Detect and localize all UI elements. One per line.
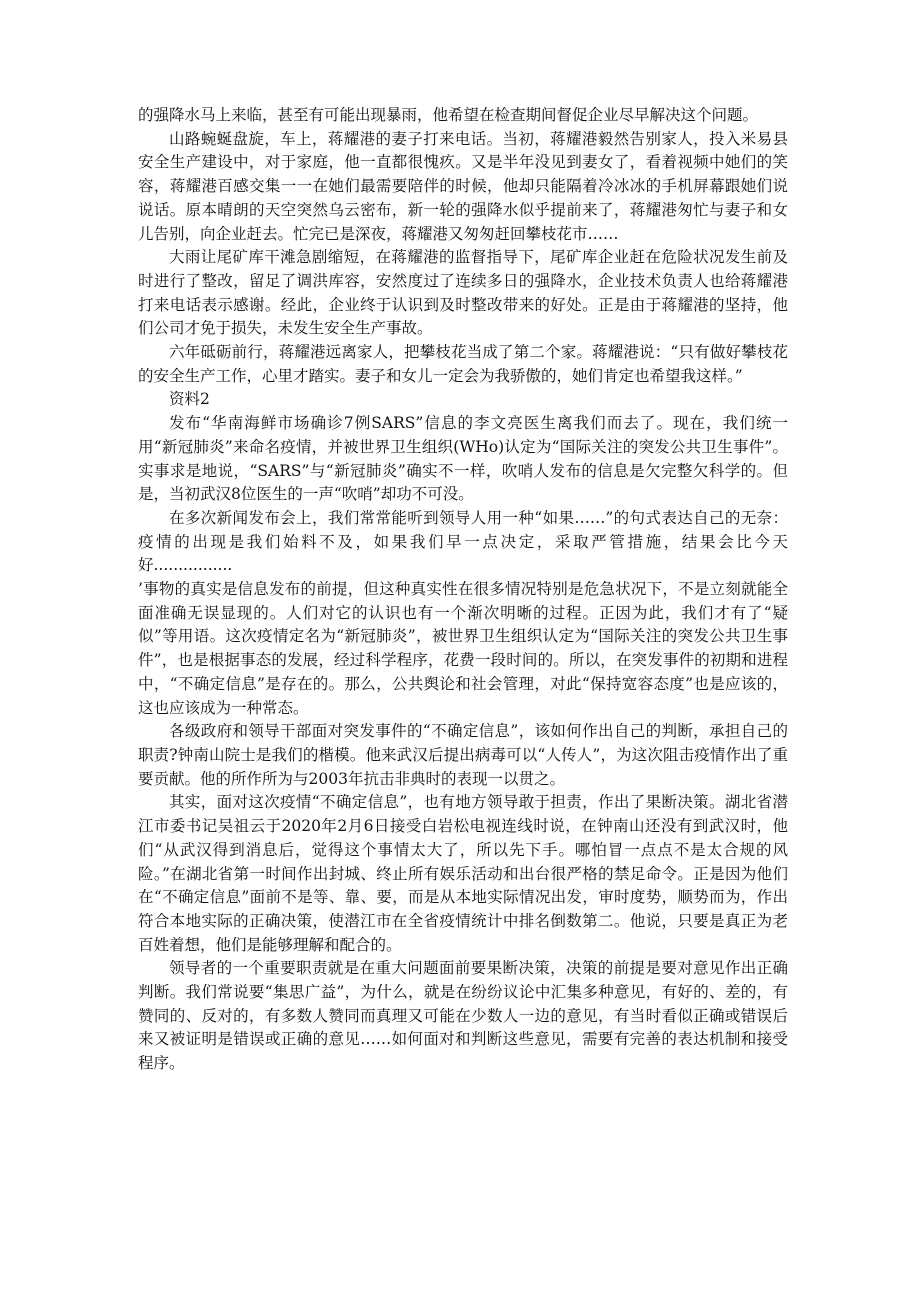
- paragraph: 领导者的一个重要职责就是在重大问题面前要果断决策，决策的前提是要对意见作出正确判断。我们常说要“集思广益”，为什么，就是在纷纷议论中汇集多种意见，有好的、差的，有赞同的、反对的，有多数人赞同而真理又可能在少数人一边的意见，有当时看似正确或错误后来又被证明是错误或正确的意见……如何面对和判断这些意见，需要有完善的表达机制和接受程序。: [138, 959, 788, 1073]
- paragraph: 山路蜿蜒盘旋，车上，蒋耀港的妻子打来电话。当初，蒋耀港毅然告别家人，投入米易县安全生产建设中，对于家庭，他一直都很愧疚。又是半年没见到妻女了，看着视频中她们的笑容，蒋耀港百感交集一一在她们最需要陪伴的时候，他却只能隔着冷冰冰的手机屏幕跟她们说说话。原本晴朗的天空突然乌云密布，新一轮的强降水似乎提前来了，蒋耀港匆忙与妻子和女儿告别，向企业赶去。忙完已是深夜，蒋耀港又匆匆赶回攀枝花市……: [138, 129, 788, 243]
- document-body: [138, 104, 788, 1076]
- paragraph: 六年砥砺前行，蒋耀港远离家人，把攀枝花当成了第二个家。蒋耀港说：“只有做好攀枝花的安全生产工作，心里才踏实。妻子和女儿一定会为我骄傲的，她们肯定也希望我这样。”: [138, 343, 788, 385]
- paragraph: 在多次新闻发布会上，我们常常能听到领导人用一种“如果……”的句式表达自己的无奈：疫情的出现是我们始料不及，如果我们早一点决定，采取严管措施，结果会比今天好................: [138, 508, 788, 575]
- paragraph: ’事物的真实是信息发布的前提，但这种真实性在很多情况特别是危急状况下，不是立刻就能全面准确无误显现的。人们对它的认识也有一个渐次明晰的过程。正因为此，我们才有了“疑似”等用语。这次疫情定名为“新冠肺炎”，被世界卫生组织认定为“国际关注的突发公共卫生事件”，也是根据事态的发展，经过科学程序，花费一段时间的。所以，在突发事件的初期和进程中，“不确定信息”是存在的。那么，公共舆论和社会管理，对此“保持宽容态度”也是应该的，这也应该成为一种常态。: [138, 580, 788, 717]
- paragraph: 的强降水马上来临，甚至有可能出现暴雨，他希望在检查期间督促企业尽早解决这个问题。: [138, 106, 759, 124]
- paragraph: 发布“华南海鲜市场确诊7例SARS”信息的李文亮医生离我们而去了。现在，我们统一用“新冠肺炎”来命名疫情，并被世界卫生组织(WHo)认定为“国际关注的突发公共卫生事件”。实事求是地说，“SARS”与“新冠肺炎”确实不一样，吹哨人发布的信息是欠完整欠科学的。但是，当初武汉8位医生的一声“吹哨”却功不可没。: [138, 414, 788, 504]
- section-heading: 资料2: [169, 390, 210, 409]
- paragraph: 各级政府和领导干部面对突发事件的“不确定信息”，该如何作出自己的判断，承担自己的职责?钟南山院士是我们的楷模。他来武汉后提出病毒可以“人传人”，为这次阻击疫情作出了重要贡献。他的所作所为与2003年抗击非典时的表现一以贯之。: [138, 722, 788, 788]
- paragraph: 大雨让尾矿库干滩急剧缩短，在蒋耀港的监督指导下，尾矿库企业赶在危险状况发生前及时进行了整改，留足了调洪库容，安然度过了连续多日的强降水，企业技术负责人也给蒋耀港打来电话表示感谢。经此，企业终于认识到及时整改带来的好处。正是由于蒋耀港的坚持，他们公司才免于损失，未发生安全生产事故。: [138, 248, 788, 338]
- paragraph: 其实，面对这次疫情“不确定信息”，也有地方领导敢于担责，作出了果断决策。湖北省潜江市委书记吴祖云于2020年2月6日接受白岩松电视连线时说，在钟南山还没有到武汉时，他们“从武汉得到消息后，觉得这个事情太大了，所以先下手。哪怕冒一点点不是太合规的风险。”在湖北省第一时间作出封城、终止所有娱乐活动和出台很严格的禁足命令。正是因为他们在“不确定信息”面前不是等、靠、要，而是从本地实际情况出发，审时度势，顺势而为，作出符合本地实际的正确决策，使潜江市在全省疫情统计中排名倒数第二。他说，只要是真正为老百姓着想，他们是能够理解和配合的。: [138, 793, 788, 954]
